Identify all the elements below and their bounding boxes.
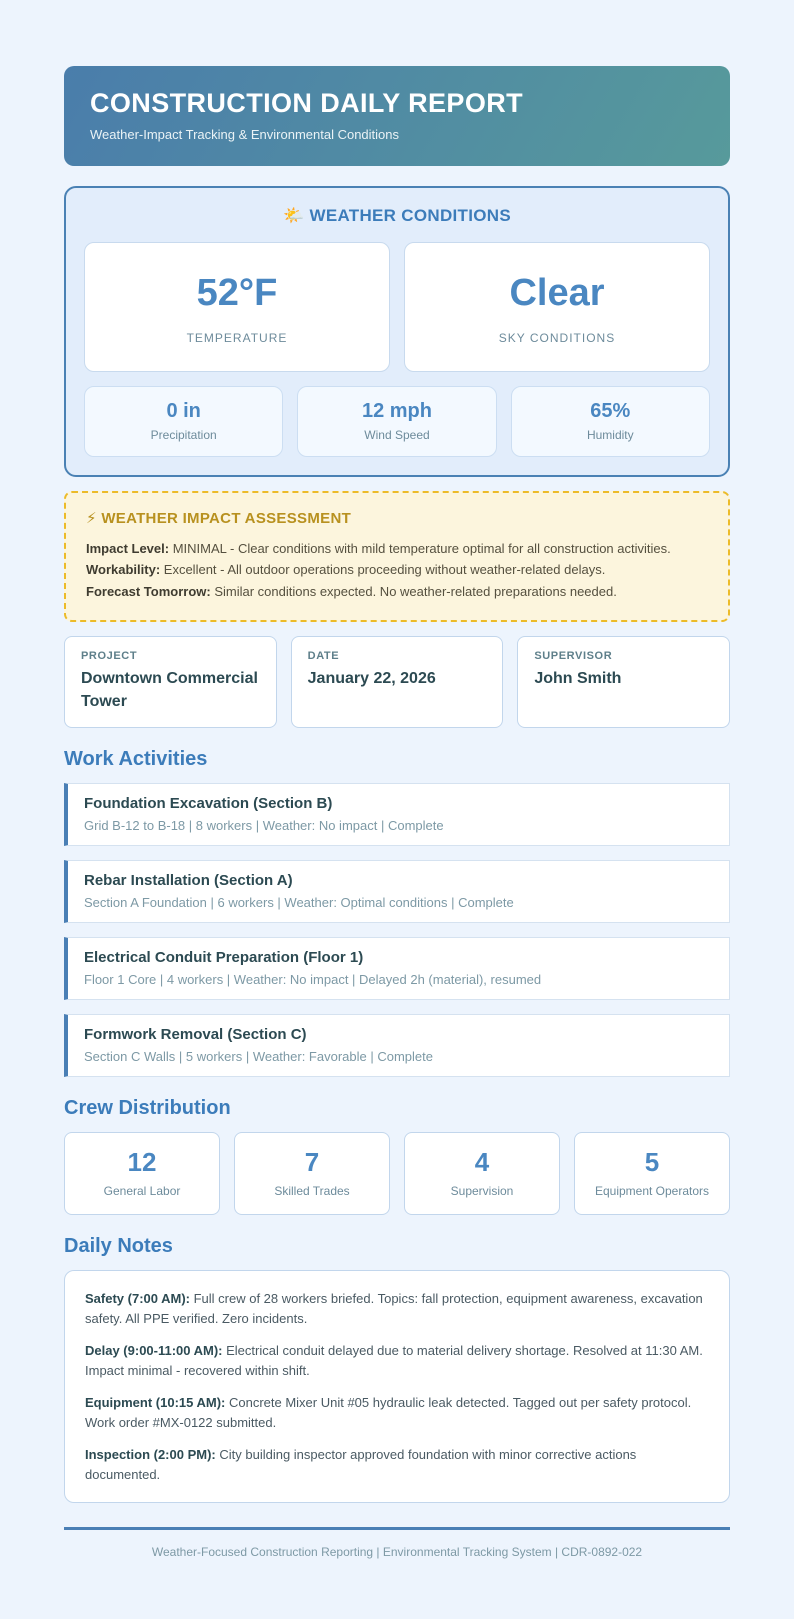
activity-title: Rebar Installation (Section A)	[84, 872, 293, 890]
weather-conditions-panel	[64, 186, 730, 477]
daily-notes-box	[64, 1270, 730, 1503]
note-label: Delay (9:00-11:00 AM):	[85, 1343, 223, 1359]
note-inspection	[85, 1445, 709, 1484]
forecast-text: Similar conditions expected. No weather-related preparations needed.	[210, 583, 617, 599]
activity-card-rebar-installation	[64, 860, 730, 923]
report-header	[64, 66, 730, 166]
humidity-card	[511, 386, 710, 457]
work-activities-heading: Work Activities	[64, 748, 208, 771]
weather-impact-assessment-box	[64, 491, 730, 622]
forecast-label: Forecast Tomorrow:	[86, 583, 211, 599]
note-text: Electrical conduit delayed due to material delivery shortage. Resolved at 11:30 AM. Impact minimal - recovered within shift.	[85, 1343, 703, 1378]
workability-text: Excellent - All outdoor operations proceeding without weather-related delays.	[160, 562, 606, 578]
note-text: City building inspector approved foundation with minor corrective actions documented.	[85, 1447, 637, 1482]
activity-card-formwork-removal	[64, 1014, 730, 1077]
page-subtitle: Weather-Impact Tracking & Environmental Conditions	[90, 127, 400, 142]
weather-conditions-heading	[84, 206, 710, 226]
note-label: Safety (7:00 AM):	[85, 1291, 190, 1307]
date-value: January 22, 2026	[307, 670, 436, 688]
temperature-label: TEMPERATURE	[186, 330, 288, 345]
daily-notes-heading: Daily Notes	[64, 1235, 173, 1258]
wind-speed-label: Wind Speed	[364, 427, 430, 442]
crew-distribution-heading: Crew Distribution	[64, 1097, 231, 1120]
note-label: Inspection (2:00 PM):	[85, 1447, 216, 1463]
crew-card-supervision	[404, 1132, 560, 1215]
project-card	[64, 636, 277, 728]
weather-main-stats	[84, 242, 710, 372]
project-value: Downtown Commercial Tower	[81, 670, 258, 711]
forecast-line	[86, 581, 708, 602]
impact-level-text: MINIMAL - Clear conditions with mild temperature optimal for all construction activities.	[169, 540, 671, 556]
workability-line	[86, 559, 708, 580]
impact-level-label: Impact Level:	[86, 540, 170, 556]
activity-details: Section A Foundation | 6 workers | Weather: Optimal conditions | Complete	[84, 895, 514, 911]
temperature-card	[84, 242, 390, 372]
note-safety	[85, 1289, 709, 1328]
activity-title: Formwork Removal (Section C)	[84, 1026, 307, 1044]
precipitation-value: 0 in	[166, 399, 201, 422]
project-info-row	[64, 636, 730, 728]
lightning-icon: ⚡	[86, 509, 97, 527]
sky-conditions-value: Clear	[509, 272, 605, 314]
note-delay	[85, 1341, 709, 1380]
crew-label: General Labor	[103, 1184, 181, 1199]
note-label: Equipment (10:15 AM):	[85, 1395, 226, 1411]
crew-card-equipment-operators	[574, 1132, 730, 1215]
note-text: Full crew of 28 workers briefed. Topics: fall protection, equipment awareness, excavation safety. All PPE verified. Zero incidents.	[85, 1291, 703, 1326]
activity-details: Section C Walls | 5 workers | Weather: Favorable | Complete	[84, 1049, 433, 1065]
crew-count: 7	[304, 1147, 320, 1178]
wind-speed-card	[297, 386, 496, 457]
workability-label: Workability:	[86, 562, 161, 578]
precipitation-label: Precipitation	[150, 427, 217, 442]
supervisor-card	[517, 636, 730, 728]
date-card	[291, 636, 504, 728]
report-footer: Weather-Focused Construction Reporting | Environmental Tracking System | CDR-0892-022	[64, 1527, 730, 1559]
note-text: Concrete Mixer Unit #05 hydraulic leak detected. Tagged out per safety protocol. Work order #MX-0122 submitted.	[85, 1395, 692, 1430]
activity-card-foundation-excavation	[64, 783, 730, 846]
crew-card-skilled-trades	[234, 1132, 390, 1215]
activity-details: Grid B-12 to B-18 | 8 workers | Weather: No impact | Complete	[84, 818, 444, 834]
wind-speed-value: 12 mph	[361, 399, 432, 422]
project-label: PROJECT	[81, 650, 138, 663]
impact-assessment-heading	[86, 509, 708, 527]
crew-label: Equipment Operators	[594, 1184, 710, 1199]
impact-heading-label: WEATHER IMPACT ASSESSMENT	[101, 509, 352, 527]
activity-details: Floor 1 Core | 4 workers | Weather: No impact | Delayed 2h (material), resumed	[84, 972, 542, 988]
sky-conditions-label: SKY CONDITIONS	[498, 330, 616, 345]
temperature-value: 52°F	[196, 272, 278, 314]
humidity-value: 65%	[590, 399, 631, 422]
weather-sub-stats	[84, 386, 710, 457]
crew-count: 5	[644, 1147, 660, 1178]
crew-count: 4	[474, 1147, 490, 1178]
date-label: DATE	[307, 650, 340, 663]
activity-title: Electrical Conduit Preparation (Floor 1)	[84, 949, 364, 967]
precipitation-card	[84, 386, 283, 457]
activity-title: Foundation Excavation (Section B)	[84, 795, 333, 813]
note-equipment	[85, 1393, 709, 1432]
crew-count: 12	[127, 1147, 157, 1178]
supervisor-value: John Smith	[534, 670, 622, 688]
weather-heading-label: WEATHER CONDITIONS	[309, 206, 512, 225]
impact-level-line	[86, 538, 708, 559]
sun-behind-cloud-icon: 🌤️	[282, 206, 305, 225]
crew-distribution-row	[64, 1132, 730, 1215]
page-title: CONSTRUCTION DAILY REPORT	[90, 88, 524, 118]
crew-label: Supervision	[450, 1184, 514, 1199]
crew-label: Skilled Trades	[274, 1184, 350, 1199]
humidity-label: Humidity	[586, 427, 634, 442]
activity-card-electrical-conduit	[64, 937, 730, 1000]
crew-card-general-labor	[64, 1132, 220, 1215]
sky-conditions-card	[404, 242, 710, 372]
report-page	[64, 0, 730, 1619]
impact-assessment-lines	[86, 538, 708, 602]
supervisor-label: SUPERVISOR	[534, 650, 613, 663]
